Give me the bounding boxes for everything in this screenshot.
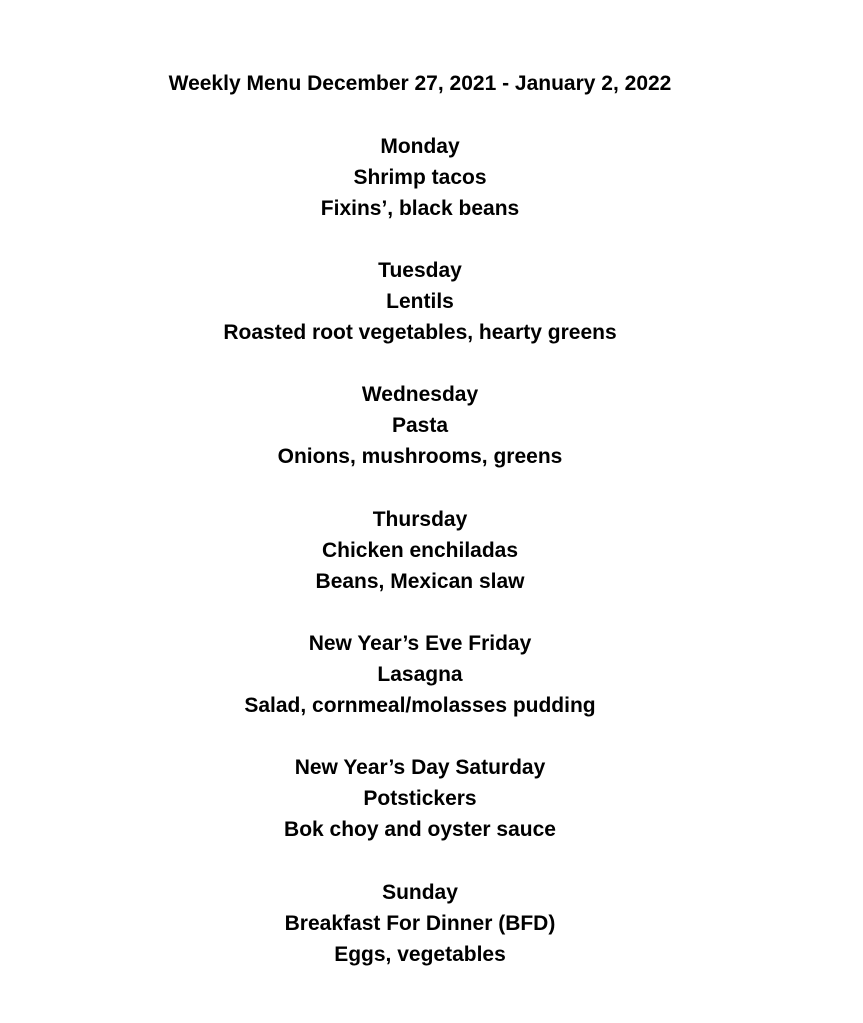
day-name: Monday — [380, 135, 460, 158]
main-dish: Shrimp tacos — [353, 166, 487, 189]
side-dishes: Onions, mushrooms, greens — [277, 445, 563, 468]
main-dish: Potstickers — [363, 787, 477, 810]
side-dishes: Roasted root vegetables, hearty greens — [223, 321, 617, 344]
day-name: Sunday — [382, 881, 458, 904]
menu-title: Weekly Menu December 27, 2021 - January 2, 2022 — [168, 72, 672, 95]
side-dishes: Salad, cornmeal/molasses pudding — [244, 694, 596, 717]
main-dish: Lasagna — [377, 663, 463, 686]
day-name: New Year’s Eve Friday — [308, 632, 532, 655]
day-block-thursday — [0, 504, 840, 597]
main-dish: Chicken enchiladas — [321, 539, 519, 562]
day-name: New Year’s Day Saturday — [294, 756, 546, 779]
main-dish: Pasta — [391, 414, 449, 437]
day-block-monday — [0, 131, 840, 224]
day-block-friday — [0, 628, 840, 721]
day-block-tuesday — [0, 255, 840, 348]
day-block-sunday — [0, 877, 840, 970]
main-dish: Breakfast For Dinner (BFD) — [284, 912, 556, 935]
day-block-wednesday — [0, 379, 840, 472]
side-dishes: Beans, Mexican slaw — [315, 570, 525, 593]
side-dishes: Bok choy and oyster sauce — [284, 818, 556, 841]
side-dishes: Fixins’, black beans — [320, 197, 520, 220]
day-name: Thursday — [372, 508, 468, 531]
day-block-saturday — [0, 752, 840, 845]
main-dish: Lentils — [386, 290, 454, 313]
day-name: Tuesday — [378, 259, 462, 282]
day-name: Wednesday — [361, 383, 479, 406]
side-dishes: Eggs, vegetables — [334, 943, 506, 966]
